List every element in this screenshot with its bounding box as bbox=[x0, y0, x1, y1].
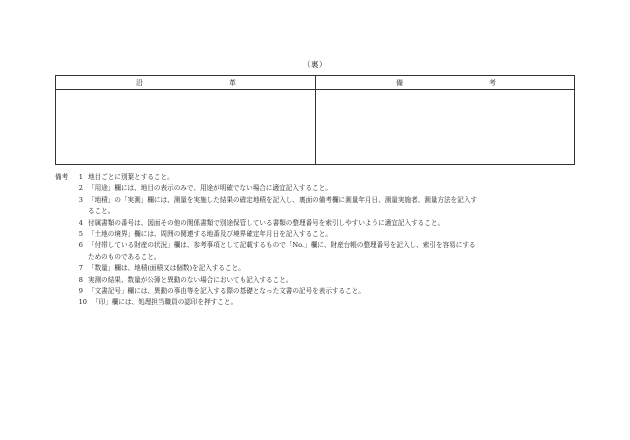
note-number: 4 bbox=[78, 218, 83, 227]
note-number: 3 bbox=[78, 195, 83, 204]
note-item-1 bbox=[55, 172, 575, 183]
note-number: 1 bbox=[78, 173, 83, 181]
notes-label: 備考 bbox=[55, 173, 69, 181]
note-text: 実測の結果、数量が公簿と異動のない場合においても記入すること。 bbox=[88, 275, 293, 284]
note-item-2 bbox=[55, 183, 575, 194]
note-text: 「付帯している財産の状況」欄は、参考事項として記載するもので「No.」欄に、財産台帳の整理番号を記入し、索引を容易にする bbox=[88, 241, 476, 250]
note-item-8 bbox=[55, 275, 575, 286]
note-number: 8 bbox=[78, 275, 83, 284]
note-text: 「文書記号」欄には、異動の事由等を記入する際の基礎となった文書の記号を表示すること。 bbox=[88, 287, 365, 296]
note-item-4 bbox=[55, 218, 575, 229]
note-text-continued: ためのものであること。 bbox=[88, 252, 161, 261]
note-text: 「土地の境界」欄には、周囲の関連する地番及び境界確定年月日を記入すること。 bbox=[88, 230, 332, 239]
note-text: 「地積」の「実測」欄には、測量を実施した結果の確定地積を記入し、裏面の備考欄に測量年月日、測量実施者、測量方法を記入す bbox=[88, 195, 478, 204]
history-header-char-1: 沿 bbox=[136, 78, 143, 87]
history-remarks-table bbox=[55, 75, 575, 165]
note-item-7 bbox=[55, 263, 575, 274]
back-side-label: （裏） bbox=[303, 60, 327, 69]
remarks-column-header bbox=[396, 76, 496, 89]
table-column-divider bbox=[315, 76, 316, 164]
note-text: 「印」欄には、処理担当職員の認印を押すこと。 bbox=[92, 298, 238, 307]
note-item-10 bbox=[55, 297, 575, 308]
notes-section bbox=[55, 172, 575, 309]
note-text: 付属書類の番号は、図面その他の関係書類で別途保管している書類の整理番号を索引しやすいように適宜記入すること。 bbox=[88, 218, 445, 227]
note-text: 地目ごとに別葉とすること。 bbox=[88, 173, 174, 181]
note-number: 6 bbox=[78, 241, 83, 250]
note-number: 10 bbox=[78, 298, 87, 307]
note-text: 「数量」欄は、地積(面積又は個数)を記入すること。 bbox=[88, 264, 245, 273]
history-header-char-2: 革 bbox=[229, 78, 236, 87]
note-text-continued: ること。 bbox=[88, 207, 115, 216]
note-number: 2 bbox=[78, 184, 83, 193]
note-item-6-continued bbox=[55, 252, 575, 263]
note-text: 「用途」欄には、地目の表示のみで、用途が明確でない場合に適宜記入すること。 bbox=[88, 184, 332, 193]
note-number: 7 bbox=[78, 264, 83, 273]
note-item-9 bbox=[55, 286, 575, 297]
note-item-3 bbox=[55, 195, 575, 206]
history-column-header bbox=[136, 76, 236, 89]
note-item-6 bbox=[55, 240, 575, 251]
note-number: 9 bbox=[78, 287, 83, 296]
note-item-3-continued bbox=[55, 206, 575, 217]
remarks-header-char-2: 考 bbox=[489, 78, 496, 87]
note-number: 5 bbox=[78, 230, 83, 239]
note-item-5 bbox=[55, 229, 575, 240]
remarks-header-char-1: 備 bbox=[396, 78, 403, 87]
